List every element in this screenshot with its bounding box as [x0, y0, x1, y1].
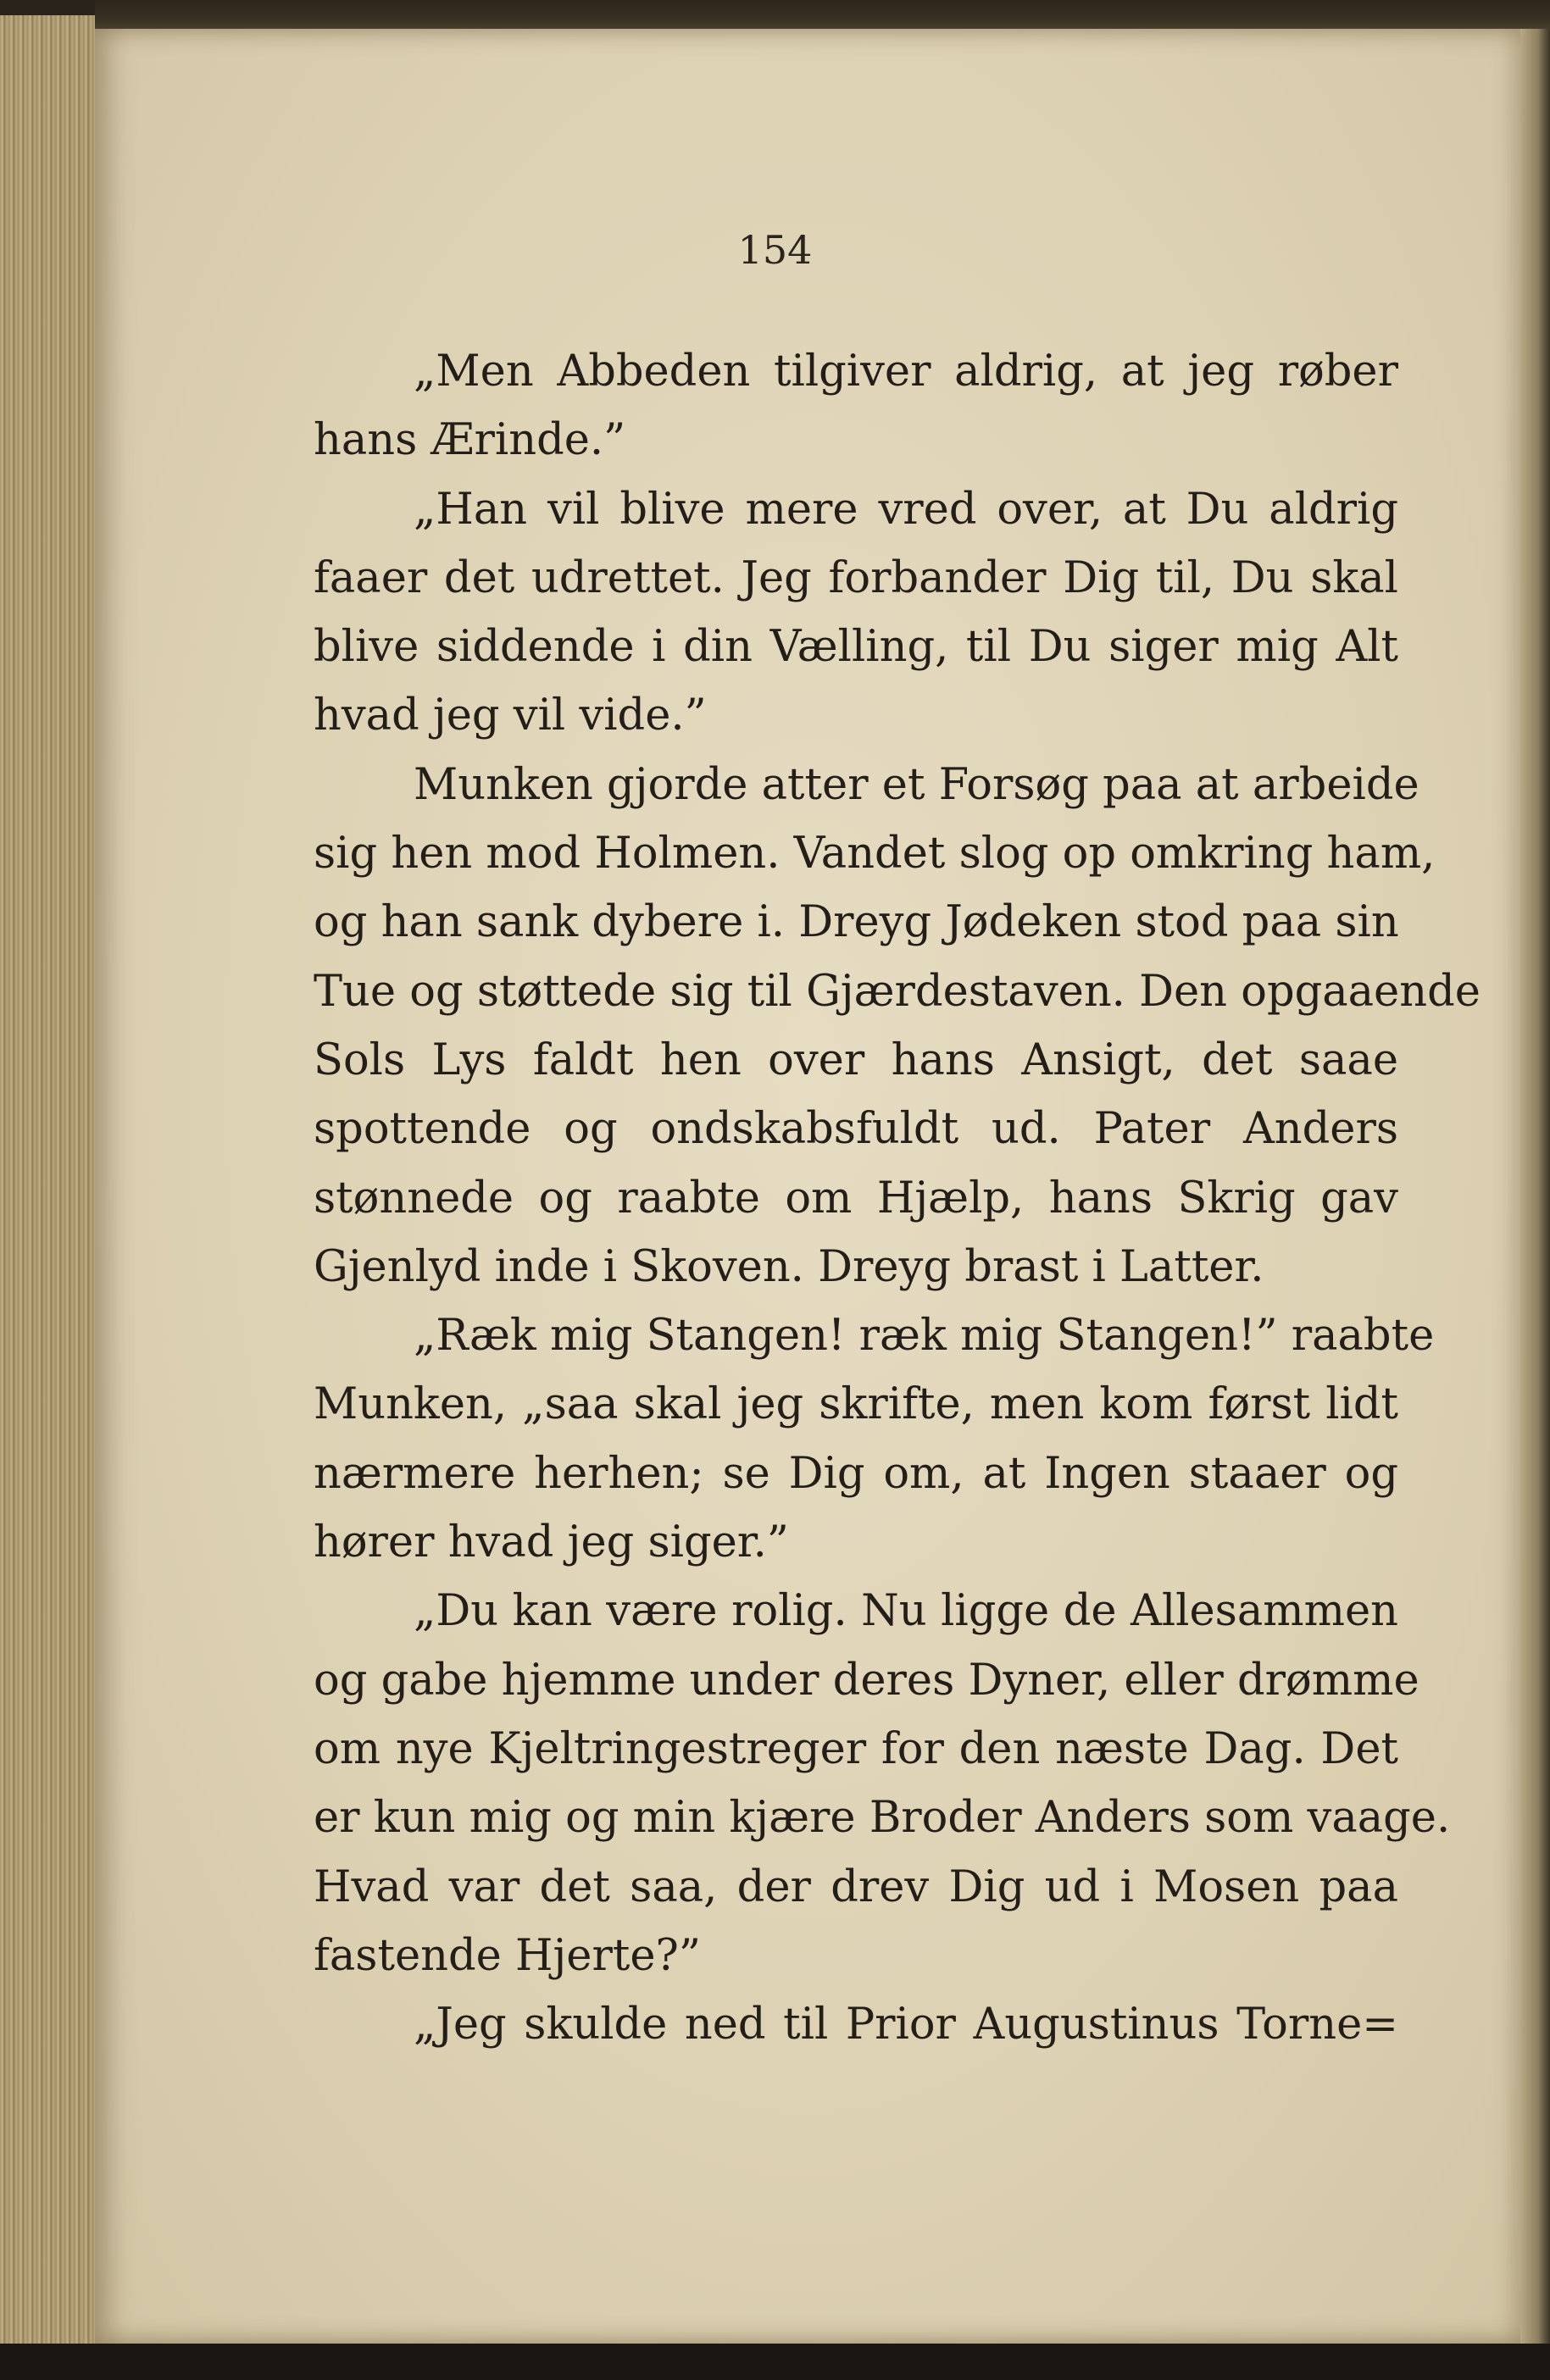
text-line: og han sank dybere i. Dreyg Jødeken stod paa sin [314, 897, 1399, 948]
text-line: og gabe hjemme under deres Dyner, eller drømme [314, 1655, 1419, 1706]
right-page-edge [1520, 29, 1550, 2344]
bottom-shadow [0, 2344, 1550, 2380]
text-line: Munken gjorde atter et Forsøg paa at arbeide [414, 759, 1419, 810]
text-line: blive siddende i din Vælling, til Du siger mig Alt [314, 622, 1398, 673]
text-line: Munken, „saa skal jeg skrifte, men kom først lidt [314, 1379, 1398, 1430]
text-line: faaer det udrettet. Jeg forbander Dig til, Du skal [314, 552, 1398, 603]
text-line: spottende og ondskabsfuldt ud. Pater Anders [314, 1104, 1398, 1155]
text-line: „Jeg skulde ned til Prior Augustinus Torne= [414, 2000, 1398, 2050]
text-line: „Du kan være rolig. Nu ligge de Allesammen [414, 1586, 1398, 1637]
text-line: sig hen mod Holmen. Vandet slog op omkring ham, [314, 829, 1436, 879]
text-line: om nye Kjeltringestreger for den næste Dag. Det [314, 1723, 1398, 1774]
text-line: Gjenlyd inde i Skoven. Dreyg brast i Latter. [314, 1241, 1264, 1292]
text-line: „Ræk mig Stangen! ræk mig Stangen!” raabte [414, 1311, 1435, 1362]
text-line: „Men Abbeden tilgiver aldrig, at jeg røber [414, 347, 1398, 397]
text-line: Sols Lys faldt hen over hans Ansigt, det saae [314, 1035, 1398, 1085]
text-line: „Han vil blive mere vred over, at Du aldrig [414, 484, 1398, 535]
text-line: er kun mig og min kjære Broder Anders som vaage. [314, 1793, 1451, 1844]
page-number: 154 [737, 227, 813, 273]
page-edges-stack [0, 15, 97, 2349]
text-line: fastende Hjerte?” [314, 1930, 701, 1981]
text-line: hvad jeg vil vide.” [314, 691, 707, 741]
text-line: Tue og støttede sig til Gjærdestaven. Den opgaaende [314, 966, 1481, 1017]
text-line: hans Ærinde.” [314, 415, 626, 466]
text-line: stønnede og raabte om Hjælp, hans Skrig gav [314, 1173, 1398, 1223]
text-line: hører hvad jeg siger.” [314, 1517, 789, 1568]
text-line: nærmere herhen; se Dig om, at Ingen staaer og [314, 1448, 1398, 1499]
text-line: Hvad var det saa, der drev Dig ud i Mosen paa [314, 1861, 1398, 1912]
body-text [314, 337, 1481, 2059]
